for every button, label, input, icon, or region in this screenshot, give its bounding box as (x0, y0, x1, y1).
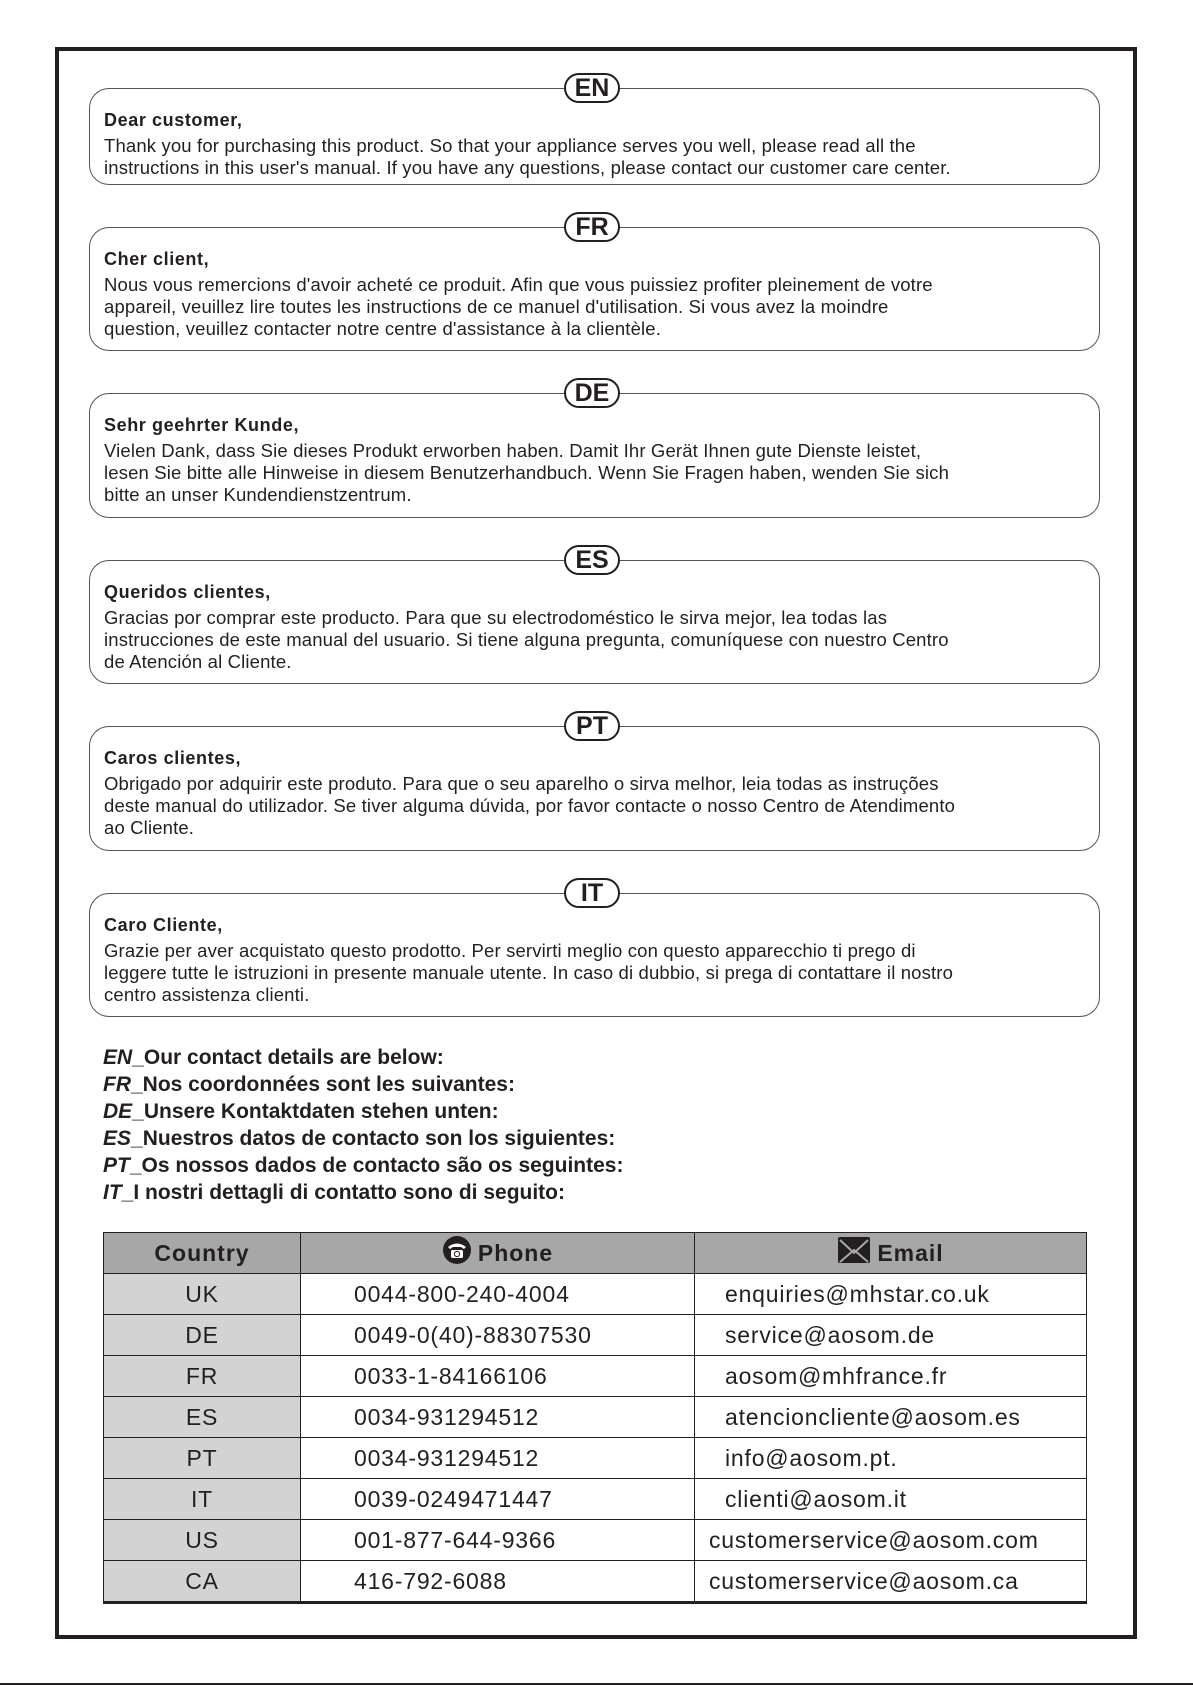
envelope-icon (837, 1235, 871, 1271)
cell-country: UK (104, 1274, 301, 1315)
cell-email[interactable]: service@aosom.de (695, 1315, 1087, 1356)
table-row (104, 1520, 1087, 1561)
language-badge-pt: PT (564, 711, 620, 741)
body-text-fr (104, 274, 1085, 340)
greeting-it: Caro Cliente, (104, 915, 223, 935)
cell-email[interactable]: aosom@mhfrance.fr (695, 1356, 1087, 1397)
header-phone (301, 1233, 695, 1274)
greeting-pt: Caros clientes, (104, 748, 242, 768)
cell-country: PT (104, 1438, 301, 1479)
text-line: question, veuillez contacter notre centre d'assistance à la clientèle. (104, 318, 662, 339)
table-header-row (104, 1233, 1087, 1274)
section-pt (89, 712, 1100, 851)
greeting-de: Sehr geehrter Kunde, (104, 415, 300, 435)
table-row (104, 1479, 1087, 1520)
text-line: Obrigado por adquirir este produto. Para que o seu aparelho o sirva melhor, leia todas as instruções (104, 773, 939, 794)
text-line: bitte an unser Kundendienstzentrum. (104, 484, 412, 505)
contact-intro-pt: PT_Os nossos dados de contacto são os seguintes: (103, 1154, 624, 1177)
header-email (695, 1233, 1087, 1274)
cell-country: CA (104, 1561, 301, 1603)
text-line: leggere tutte le istruzioni in presente manuale utente. In caso di dubbio, si prega di contattare il nostro (104, 962, 954, 983)
body-text-en (104, 135, 1085, 179)
section-it (89, 879, 1100, 1017)
cell-country: FR (104, 1356, 301, 1397)
text-line: deste manual do utilizador. Se tiver alguma dúvida, por favor contacte o nosso Centro de Atendimento (104, 795, 956, 816)
text-line: lesen Sie bitte alle Hinweise in diesem Benutzerhandbuch. Wenn Sie Fragen haben, wenden Sie sich (104, 462, 950, 483)
greeting-es: Queridos clientes, (104, 582, 271, 602)
cell-country: DE (104, 1315, 301, 1356)
text-line: de Atención al Cliente. (104, 651, 292, 672)
table-row (104, 1274, 1087, 1315)
section-es (89, 546, 1100, 684)
text-line: instrucciones de este manual del usuario. Si tiene alguna pregunta, comuníquese con nuestro Centro (104, 629, 949, 650)
language-badge-it: IT (564, 878, 620, 908)
cell-phone: 0044-800-240-4004 (301, 1274, 695, 1315)
text-line: instructions in this user's manual. If you have any questions, please contact our customer care center. (104, 157, 951, 178)
body-text-es (104, 607, 1085, 673)
contact-intro-en: EN_Our contact details are below: (103, 1046, 444, 1069)
cell-email[interactable]: customerservice@aosom.ca (695, 1561, 1087, 1603)
section-de (89, 379, 1100, 518)
section-fr (89, 213, 1100, 351)
cell-email[interactable]: info@aosom.pt. (695, 1438, 1087, 1479)
telephone-icon (442, 1235, 472, 1271)
language-badge-es: ES (564, 545, 620, 575)
contact-intro-es: ES_Nuestros datos de contacto son los siguientes: (103, 1127, 616, 1150)
cell-phone: 0033-1-84166106 (301, 1356, 695, 1397)
text-line: Nous vous remercions d'avoir acheté ce produit. Afin que vous puissiez profiter pleinement de votre (104, 274, 933, 295)
language-badge-en: EN (564, 73, 620, 103)
text-line: appareil, veuillez lire toutes les instructions de ce manuel d'utilisation. Si vous avez la moindre (104, 296, 889, 317)
cell-email[interactable]: atencioncliente@aosom.es (695, 1397, 1087, 1438)
contact-intro-de: DE_Unsere Kontaktdaten stehen unten: (103, 1100, 499, 1123)
table-row (104, 1561, 1087, 1603)
contact-intro-fr: FR_Nos coordonnées sont les suivantes: (103, 1073, 515, 1096)
language-badge-de: DE (564, 378, 620, 408)
cell-phone: 0034-931294512 (301, 1438, 695, 1479)
cell-country: ES (104, 1397, 301, 1438)
text-line: Grazie per aver acquistato questo prodotto. Per servirti meglio con questo apparecchio ti prego di (104, 940, 916, 961)
text-line: centro assistenza clienti. (104, 984, 310, 1005)
text-line: Thank you for purchasing this product. So that your appliance serves you well, please read all the (104, 135, 916, 156)
table-row (104, 1438, 1087, 1479)
cell-phone: 0034-931294512 (301, 1397, 695, 1438)
cell-email[interactable]: customerservice@aosom.com (695, 1520, 1087, 1561)
greeting-fr: Cher client, (104, 249, 210, 269)
body-text-it (104, 940, 1085, 1006)
language-badge-fr: FR (564, 212, 620, 242)
body-text-de (104, 440, 1085, 506)
header-country: Country (104, 1233, 301, 1274)
contact-intro-it: IT_I nostri dettagli di contatto sono di seguito: (103, 1181, 565, 1204)
cell-phone: 0039-0249471447 (301, 1479, 695, 1520)
greeting-en: Dear customer, (104, 110, 243, 130)
text-line: Gracias por comprar este producto. Para que su electrodoméstico le sirva mejor, lea todas las (104, 607, 888, 628)
cell-phone: 416-792-6088 (301, 1561, 695, 1603)
header-phone-label: Phone (477, 1239, 554, 1266)
cell-country: US (104, 1520, 301, 1561)
cell-phone: 0049-0(40)-88307530 (301, 1315, 695, 1356)
cell-country: IT (104, 1479, 301, 1520)
text-line: Vielen Dank, dass Sie dieses Produkt erworben haben. Damit Ihr Gerät Ihnen gute Dienste leistet, (104, 440, 922, 461)
contact-intro (103, 1044, 623, 1206)
text-line: ao Cliente. (104, 817, 195, 838)
cell-email[interactable]: enquiries@mhstar.co.uk (695, 1274, 1087, 1315)
cell-phone: 001-877-644-9366 (301, 1520, 695, 1561)
table-row (104, 1356, 1087, 1397)
cell-email[interactable]: clienti@aosom.it (695, 1479, 1087, 1520)
section-en (89, 74, 1100, 185)
body-text-pt (104, 773, 1085, 839)
header-email-label: Email (877, 1239, 944, 1266)
table-row (104, 1397, 1087, 1438)
table-row (104, 1315, 1087, 1356)
contacts-table (103, 1232, 1087, 1604)
